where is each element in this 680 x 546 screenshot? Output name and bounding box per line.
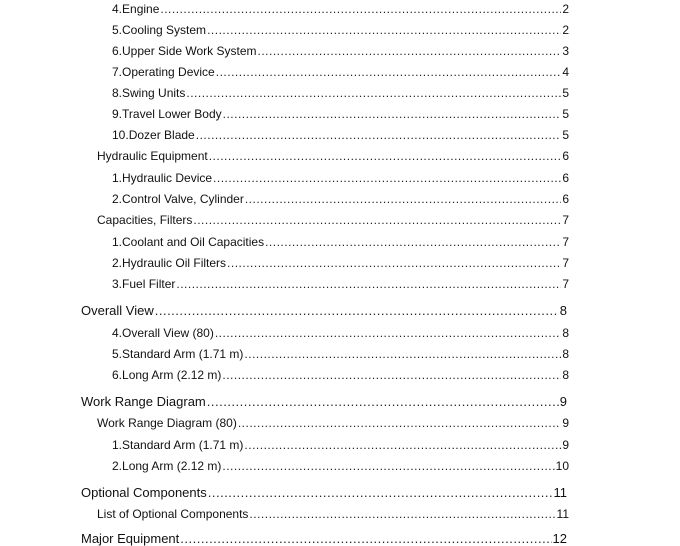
toc-entry-hydraulic-equipment[interactable] [97,149,569,163]
toc-entry-number: 4. [112,326,123,340]
toc-entry-label: Fuel Filter [122,277,176,291]
toc-entry-standard-arm-work-range[interactable] [112,438,569,452]
toc-entry-label: Hydraulic Equipment [97,149,208,163]
dot-leader [176,277,561,291]
toc-entry-label: Standard Arm (1.71 m) [122,438,244,452]
dot-leader [216,65,562,79]
toc-entry-label: Work Range Diagram (80) [97,416,237,430]
toc-entry-page: 2 [562,2,569,16]
toc-entry-page: 8 [562,368,569,382]
toc-entry-label: Overall View [81,303,154,318]
toc-entry-page: 5 [562,86,569,100]
toc-entry-list-of-optional-components[interactable] [97,507,569,521]
dot-leader [222,368,561,382]
toc-entry-number: 5. [112,347,123,361]
toc-entry-page: 5 [562,107,569,121]
toc-entry-label: Upper Side Work System [122,44,257,58]
toc-entry-page: 7 [562,213,569,227]
dot-leader [160,2,561,16]
toc-entry-page: 4 [562,65,569,79]
toc-entry-number: 9. [112,107,123,121]
toc-entry-page: 7 [562,277,569,291]
toc-entry-label: Hydraulic Oil Filters [122,256,227,270]
toc-entry-number: 1. [112,171,123,185]
toc-entry-number: 6. [112,44,123,58]
dot-leader [207,23,561,37]
toc-entry-label: Capacities, Filters [97,213,193,227]
toc-entry-page: 11 [553,485,567,500]
toc-entry-travel-lower-body[interactable] [112,107,569,121]
toc-entry-label: Hydraulic Device [122,171,213,185]
toc-entry-label: Standard Arm (1.71 m) [122,347,244,361]
toc-entry-number: 1. [112,438,123,452]
dot-leader [222,459,554,473]
toc-entry-optional-components[interactable] [81,485,567,500]
toc-entry-long-arm-work-range[interactable] [112,459,569,473]
toc-entry-page: 9 [562,416,569,430]
toc-entry-label: Cooling System [122,23,207,37]
toc-entry-major-equipment[interactable] [81,531,567,546]
dot-leader [193,213,561,227]
toc-entry-page: 9 [562,438,569,452]
dot-leader [215,326,561,340]
dot-leader [186,86,561,100]
toc-entry-page: 3 [562,44,569,58]
toc-entry-page: 8 [562,326,569,340]
toc-entry-label: Dozer Blade [128,128,195,142]
toc-entry-number: 7. [112,65,123,79]
toc-entry-label: Optional Components [81,485,207,500]
toc-entry-hydraulic-oil-filters[interactable] [112,256,569,270]
dot-leader [223,107,562,121]
toc-entry-work-range-diagram-80[interactable] [97,416,569,430]
toc-entry-work-range-diagram[interactable] [81,394,567,409]
toc-entry-page: 10 [555,459,569,473]
toc-entry-dozer-blade[interactable] [112,128,569,142]
toc-entry-overall-view-80[interactable] [112,326,569,340]
dot-leader [227,256,561,270]
toc-entry-fuel-filter[interactable] [112,277,569,291]
toc-entry-label: Operating Device [122,65,215,79]
dot-leader [244,347,561,361]
dot-leader [245,192,561,206]
dot-leader [180,531,551,546]
toc-entry-label: List of Optional Components [97,507,249,521]
dot-leader [196,128,562,142]
toc-entry-control-valve-cylinder[interactable] [112,192,569,206]
dot-leader [207,394,559,409]
dot-leader [208,485,553,500]
toc-entry-coolant-oil-capacities[interactable] [112,235,569,249]
toc-entry-page: 8 [559,303,567,318]
toc-entry-label: Control Valve, Cylinder [122,192,244,206]
toc-entry-engine[interactable] [112,2,569,16]
dot-leader [249,507,555,521]
toc-entry-label: Swing Units [122,86,186,100]
toc-entry-page: 5 [562,128,569,142]
toc-entry-label: Coolant and Oil Capacities [122,235,265,249]
toc-entry-page: 8 [562,347,569,361]
dot-leader [244,438,561,452]
toc-entry-standard-arm[interactable] [112,347,569,361]
toc-entry-operating-device[interactable] [112,65,569,79]
toc-entry-number: 4. [112,2,123,16]
dot-leader [265,235,561,249]
toc-entry-hydraulic-device[interactable] [112,171,569,185]
toc-entry-label: Overall View (80) [122,326,214,340]
toc-entry-number: 2. [112,459,123,473]
toc-entry-page: 6 [562,171,569,185]
toc-entry-number: 6. [112,368,123,382]
toc-entry-page: 9 [559,394,567,409]
toc-entry-number: 2. [112,192,123,206]
toc-entry-page: 7 [562,235,569,249]
toc-entry-number: 10. [112,128,129,142]
toc-entry-number: 1. [112,235,123,249]
toc-entry-page: 2 [562,23,569,37]
toc-entry-label: Major Equipment [81,531,180,546]
dot-leader [213,171,561,185]
toc-entry-page: 6 [562,149,569,163]
toc-entry-capacities-filters[interactable] [97,213,569,227]
toc-entry-label: Engine [122,2,160,16]
toc-entry-page: 12 [552,531,567,546]
toc-entry-swing-units[interactable] [112,86,569,100]
toc-entry-number: 5. [112,23,123,37]
toc-entry-number: 2. [112,256,123,270]
toc-entry-cooling-system[interactable] [112,23,569,37]
toc-entry-long-arm[interactable] [112,368,569,382]
toc-entry-upper-side-work-system[interactable] [112,44,569,58]
toc-entry-number: 3. [112,277,123,291]
toc-entry-page: 11 [556,507,569,521]
toc-entry-page: 6 [562,192,569,206]
toc-entry-label: Long Arm (2.12 m) [122,368,222,382]
toc-entry-label: Long Arm (2.12 m) [122,459,222,473]
dot-leader [209,149,562,163]
dot-leader [258,44,562,58]
toc-entry-number: 8. [112,86,123,100]
dot-leader [155,303,559,318]
toc-entry-label: Travel Lower Body [122,107,222,121]
dot-leader [238,416,561,430]
toc-entry-page: 7 [562,256,569,270]
toc-entry-label: Work Range Diagram [81,394,206,409]
toc-entry-overall-view[interactable] [81,303,567,318]
